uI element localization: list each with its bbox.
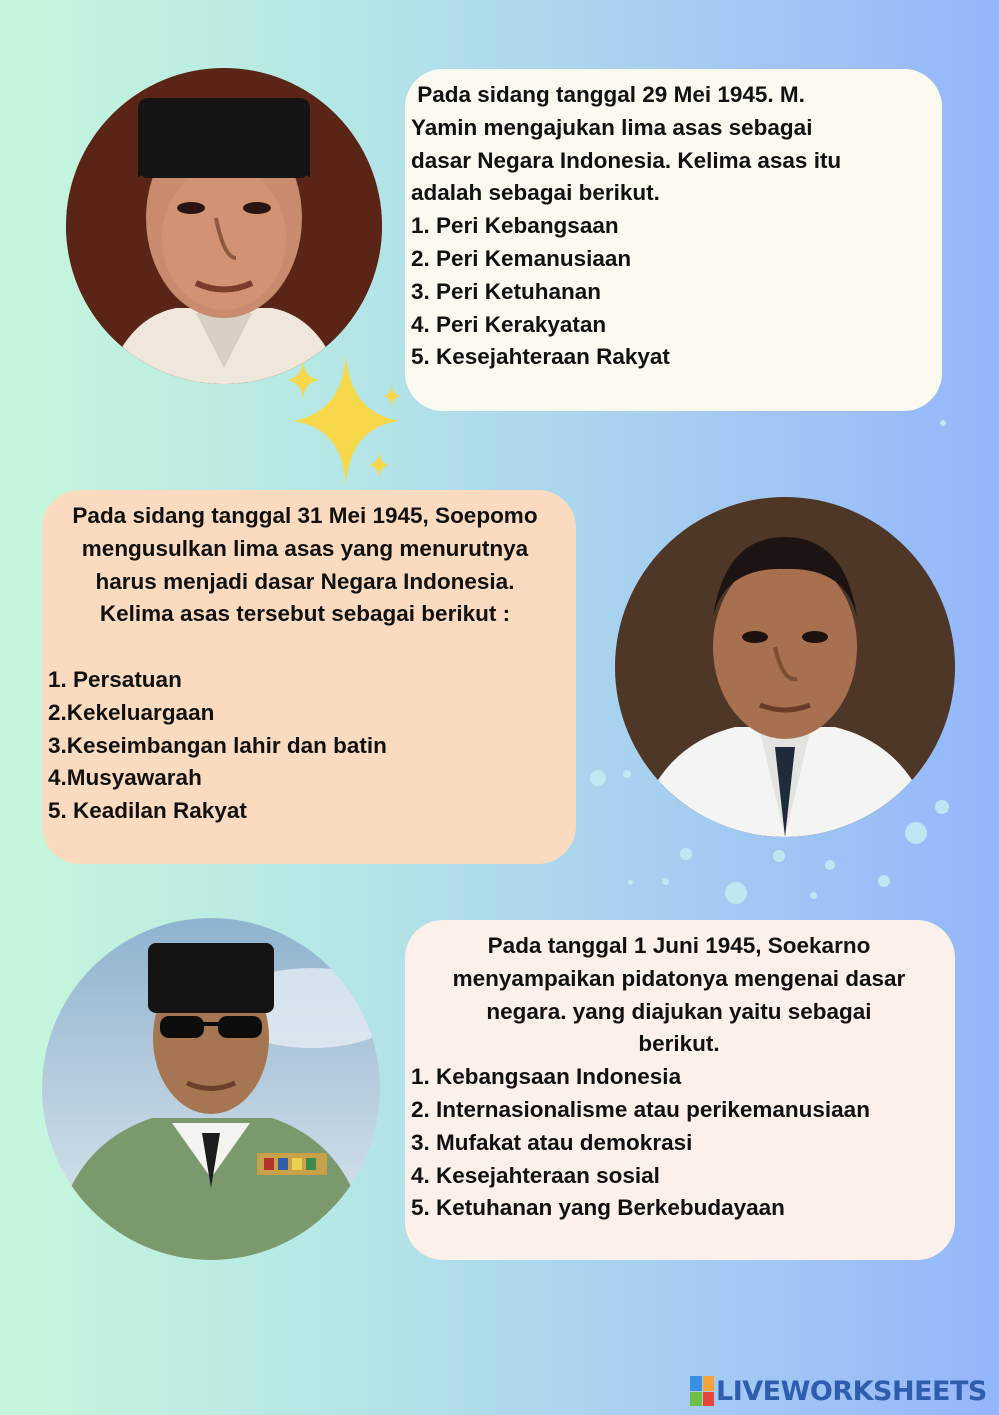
card-soekarno [405, 920, 955, 1260]
soekarno-list-item: 4. Kesejahteraan sosial [411, 1162, 660, 1188]
portrait-yamin [66, 68, 382, 384]
soekarno-intro-line: menyampaikan pidatonya mengenai dasar [452, 965, 906, 991]
soekarno-intro-line: Pada tanggal 1 Juni 1945, Soekarno [487, 933, 871, 958]
yamin-line: adalah sebagai berikut. [411, 180, 660, 206]
yamin-list-item: 1. Peri Kebangsaan [411, 213, 619, 239]
soepomo-list-item: 1. Persatuan [48, 666, 182, 692]
soepomo-intro-line: Pada sidang tanggal 31 Mei 1945, Soepomo [72, 503, 538, 528]
card-yamin [405, 69, 942, 411]
soepomo-intro-line: mengusulkan lima asas yang menurutnya [81, 535, 529, 561]
liveworksheets-logo [690, 1372, 990, 1410]
sparkle-icon [368, 452, 390, 478]
soepomo-list-item: 5. Keadilan Rakyat [48, 798, 247, 824]
yamin-list-item: 5. Kesejahteraan Rakyat [411, 344, 670, 370]
soekarno-list-item: 3. Mufakat atau demokrasi [411, 1129, 693, 1155]
soekarno-list-item: 1. Kebangsaan Indonesia [411, 1064, 682, 1090]
portrait-soepomo [615, 497, 955, 837]
yamin-list-item: 2. Peri Kemanusiaan [411, 245, 632, 271]
logo-text: LIVEWORKSHEETS [716, 1375, 987, 1407]
soepomo-list-item: 3.Keseimbangan lahir dan batin [48, 732, 387, 758]
card-soepomo [42, 490, 576, 864]
soekarno-list-item: 2. Internasionalisme atau perikemanusiaan [411, 1096, 870, 1122]
logo-mark-icon [690, 1376, 714, 1406]
soekarno-intro-line: berikut. [638, 1031, 720, 1057]
yamin-list-item: 4. Peri Kerakyatan [411, 311, 607, 337]
yamin-list-item: 3. Peri Ketuhanan [411, 278, 602, 304]
soepomo-list-item: 2.Kekeluargaan [48, 699, 215, 725]
yamin-line: dasar Negara Indonesia. Kelima asas itu [411, 147, 842, 173]
portrait-soekarno [42, 918, 380, 1260]
yamin-line: Pada sidang tanggal 29 Mei 1945. M. [411, 82, 805, 107]
soepomo-intro-line: Kelima asas tersebut sebagai berikut : [99, 601, 511, 627]
soepomo-list-item: 4.Musyawarah [48, 765, 202, 791]
soekarno-intro-line: negara. yang diajukan yaitu sebagai [486, 998, 872, 1024]
sparkle-icon [286, 360, 320, 400]
yamin-line: Yamin mengajukan lima asas sebagai [411, 114, 813, 140]
soepomo-intro-line: harus menjadi dasar Negara Indonesia. [95, 568, 515, 594]
soekarno-list-item: 5. Ketuhanan yang Berkebudayaan [411, 1195, 785, 1221]
sparkle-icon [383, 385, 401, 407]
